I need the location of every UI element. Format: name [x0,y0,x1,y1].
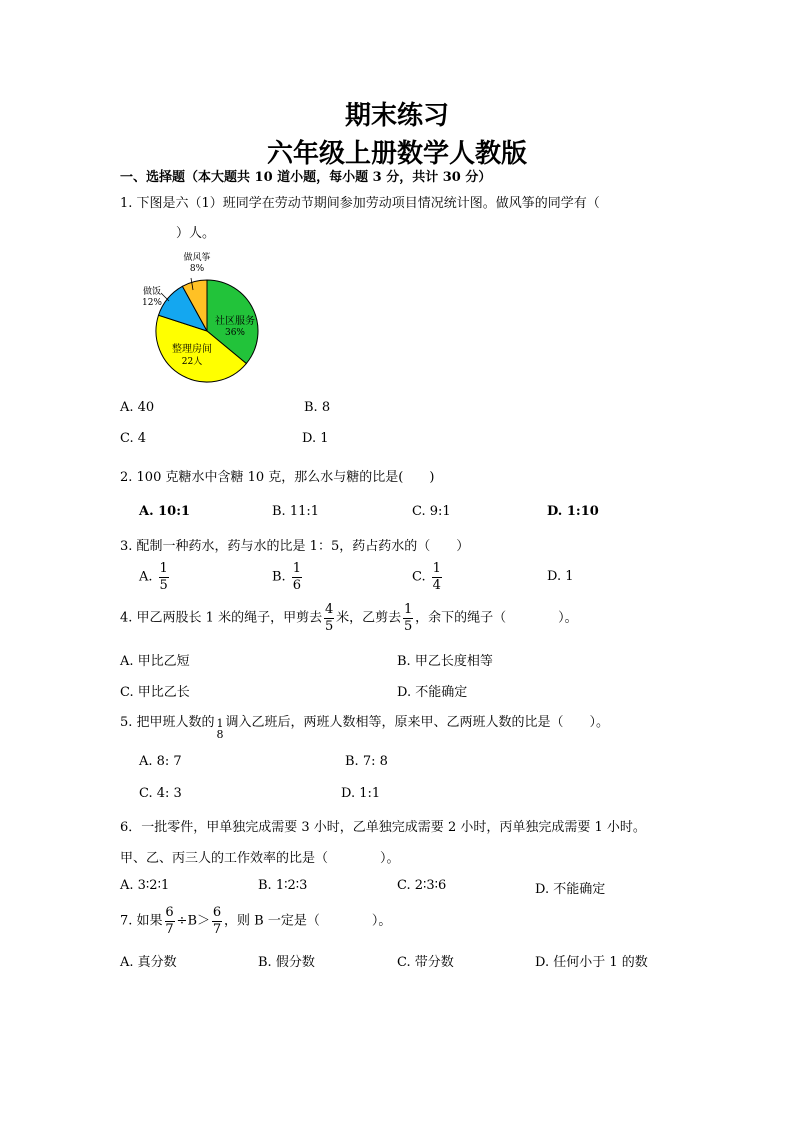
q5-option-b[interactable]: B. 7: 8 [345,754,388,769]
q3-option-b[interactable] [272,562,304,592]
fraction-denominator: 8 [216,727,224,741]
q2-option-b[interactable]: B. 11:1 [272,504,320,519]
question-7-stem [120,906,391,936]
fraction-denominator: 7 [212,922,222,937]
q4-stem-part3: ，余下的绳子（ ）。 [415,610,578,626]
q5-option-c[interactable]: C. 4: 3 [139,786,182,801]
q1-option-a[interactable]: A. 40 [120,400,155,415]
q6-option-c[interactable]: C. 2∶3∶6 [397,878,447,893]
q5-stem-part1: 5. 把甲班人数的 [120,715,215,730]
q7-option-a[interactable]: A. 真分数 [120,955,177,970]
question-2-stem: 2. 100 克糖水中含糖 10 克，那么水与糖的比是( ) [120,470,435,485]
question-5-stem [120,711,610,741]
q7-stem-part3: ，则 B 一定是（ ）。 [224,913,392,929]
fraction-denominator: 5 [324,619,334,634]
pie-label-community-name: 社区服务 [215,316,255,327]
pie-label-community-value: 36% [224,328,246,338]
q4-option-d[interactable]: D. 不能确定 [397,685,468,700]
q7-fraction-2 [212,906,222,936]
fraction-denominator: 7 [165,922,174,937]
q5-fraction [217,718,224,740]
question-6-stem-line1: 6．一批零件，甲单独完成需要 3 小时，乙单独完成需要 2 小时，丙单独完成需要 1 小时。 [120,820,646,835]
q2-option-a[interactable]: A. 10:1 [139,504,191,519]
q3-option-c-label: C. [412,569,426,585]
q4-fraction-1 [324,603,334,633]
pie-chart [135,245,270,385]
fraction-numerator: 1 [403,602,413,617]
q4-fraction-2 [403,603,413,633]
pie-label-kite-name: 做风筝 [183,253,211,263]
fraction-denominator: 5 [403,619,413,634]
q1-option-b[interactable]: B. 8 [304,400,331,415]
q4-stem-part1: 4. 甲乙两股长 1 米的绳子，甲剪去 [120,610,323,626]
fraction-denominator: 6 [292,578,301,593]
q4-stem-part2: 米，乙剪去 [336,610,402,626]
question-1-stem-cont: ）人。 [176,226,216,241]
q7-option-c[interactable]: C. 带分数 [397,955,454,970]
q3-option-b-fraction [292,562,302,592]
q7-fraction-1 [165,906,175,936]
q3-option-d[interactable]: D. 1 [547,569,574,584]
question-3-stem: 3. 配制一种药水，药与水的比是 1：5，药占药水的（ ） [120,539,470,554]
pie-label-kite-value: 8% [189,264,205,274]
q2-option-d[interactable]: D. 1:10 [547,504,599,519]
fraction-numerator: 1 [216,716,224,730]
fraction-numerator: 1 [292,561,301,576]
q7-option-d[interactable]: D. 任何小于 1 的数 [535,955,648,970]
fraction-numerator: 1 [432,561,441,576]
q3-option-c[interactable] [412,562,444,592]
q7-stem-part2: ÷B＞ [176,913,210,929]
pie-label-room-value: 22人 [181,357,203,367]
q3-option-a-label: A. [139,569,153,585]
question-1-stem: 1. 下图是六（1）班同学在劳动节期间参加劳动项目情况统计图。做风筝的同学有（ [120,196,600,211]
q1-option-c[interactable]: C. 4 [120,431,147,446]
q4-option-a[interactable]: A. 甲比乙短 [120,654,190,669]
fraction-denominator: 5 [159,578,168,593]
question-6-stem-line2: 甲、乙、丙三人的工作效率的比是（ ）。 [120,851,400,866]
fraction-numerator: 4 [324,602,334,617]
fraction-numerator: 1 [159,561,168,576]
page-subtitle: 六年级上册数学人教版 [266,139,527,169]
fraction-numerator: 6 [165,905,174,920]
q1-option-d[interactable]: D. 1 [302,431,329,446]
q3-option-c-fraction [432,562,442,592]
page-title: 期末练习 [344,101,449,131]
q3-option-b-label: B. [272,569,286,585]
q5-option-d[interactable]: D. 1:1 [341,786,381,801]
question-4-stem [120,603,578,633]
q3-option-a[interactable] [139,562,171,592]
q2-option-c[interactable]: C. 9:1 [412,504,451,519]
q3-option-a-fraction [159,562,169,592]
q7-stem-part1: 7. 如果 [120,913,163,929]
q5-stem-part2: 调入乙班后，两班人数相等，原来甲、乙两班人数的比是（ ）。 [225,715,610,730]
pie-label-room-name: 整理房间 [172,344,212,355]
q7-option-b[interactable]: B. 假分数 [258,955,315,970]
pie-label-cooking-name: 做饭 [142,287,162,297]
q6-option-a[interactable]: A. 3∶2∶1 [120,878,170,893]
q5-option-a[interactable]: A. 8: 7 [139,754,182,769]
q6-option-b[interactable]: B. 1∶2∶3 [258,878,308,893]
q6-option-d[interactable]: D. 不能确定 [535,882,606,897]
cooking-leader-line [161,293,169,301]
section-heading: 一、选择题（本大题共 10 道小题，每小题 3 分，共计 30 分） [120,170,492,185]
fraction-denominator: 4 [432,578,441,593]
q4-option-c[interactable]: C. 甲比乙长 [120,685,190,700]
q4-option-b[interactable]: B. 甲乙长度相等 [397,654,493,669]
fraction-numerator: 6 [212,905,222,920]
pie-label-cooking-value: 12% [141,298,163,308]
